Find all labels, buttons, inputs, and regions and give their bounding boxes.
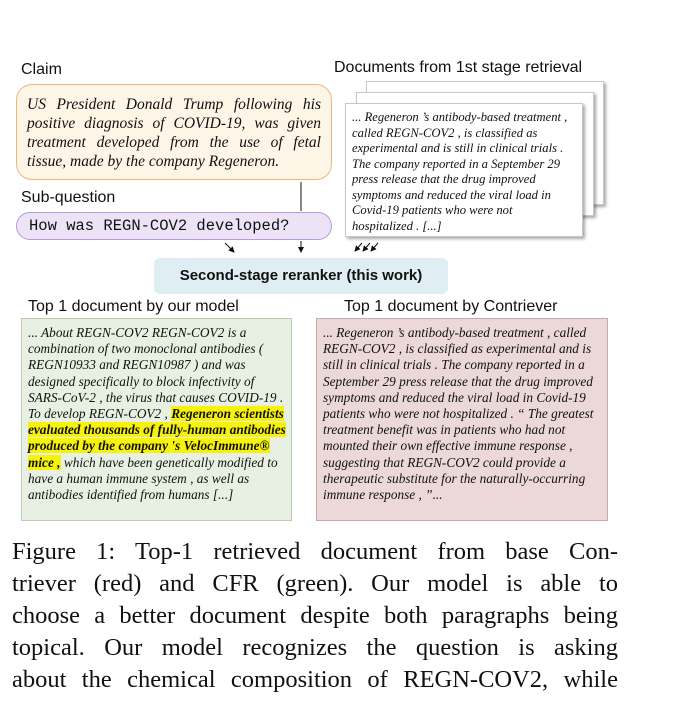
our-doc-text-before: ... About REGN-COV2 REGN-COV2 is a combination of two monoclonal antibodies ( REGN10933 and REGN10987 ) and was designed specifically to block infectivity of SARS-CoV-2 , the virus that causes COVID-19 . To develop REGN-COV2 , [28,325,284,422]
doc-to-reranker-arrow-2 [363,243,370,251]
our-model-label: Top 1 document by our model [28,298,239,315]
figure-caption [12,536,618,696]
our-model-document [21,318,292,521]
sub-question-box: How was REGN-COV2 developed? [16,212,332,240]
our-doc-highlight: Regeneron scientists evaluated thousands of fully-human antibodies produced by the company 's VelocImmune® mice , [28,406,286,470]
claim-to-reranker-arrow [225,243,234,252]
caption-line: Figure 1: Top-1 retrieved document from base Con- [12,538,618,565]
caption-line: about the chemical composition of REGN-COV2, while [12,666,618,693]
contriever-label: Top 1 document by Contriever [344,298,558,315]
sub-question-label: Sub-question [21,189,116,206]
document-card-front: ... Regeneron ’s antibody-based treatment , called REGN-COV2 , is classified as experimental and is still in clinical trials . The company reported in a September 29 press release that the drug improved symptoms and reduced the viral load in Covid-19 patients who were not hospitalized . [...] [345,103,583,237]
caption-line: choose a better document despite both paragraphs being [12,602,618,629]
contriever-document: ... Regeneron ’s antibody-based treatment , called REGN-COV2 , is classified as experimental and is still in clinical trials . The company reported in a September 29 press release that the drug improved symptoms and reduced the viral load in Covid-19 patients who were not hospitalized . “ The greatest treatment benefit was in patients who had not mounted their own effective immune response , suggesting that REGN-COV2 could provide a therapeutic substitute for the naturally-occurring immune response , ”... [316,318,608,521]
claim-label: Claim [21,61,62,78]
doc-to-reranker-arrow-3 [371,243,378,251]
claim-box: US President Donald Trump following his positive diagnosis of COVID-19, was given treatment developed from the use of fetal tissue, made by the company Regeneron. [16,84,332,180]
caption-line: triever (red) and CFR (green). Our model is able to [12,570,618,597]
reranker-box: Second-stage reranker (this work) [154,258,448,294]
caption-line: topical. Our model recognizes the question is asking [12,634,618,661]
documents-label: Documents from 1st stage retrieval [334,59,583,76]
doc-to-reranker-arrow-1 [355,243,362,251]
our-doc-text-after: which have been genetically modified to have a human immune system , as well as antibodies identified from humans [...] [28,454,278,503]
